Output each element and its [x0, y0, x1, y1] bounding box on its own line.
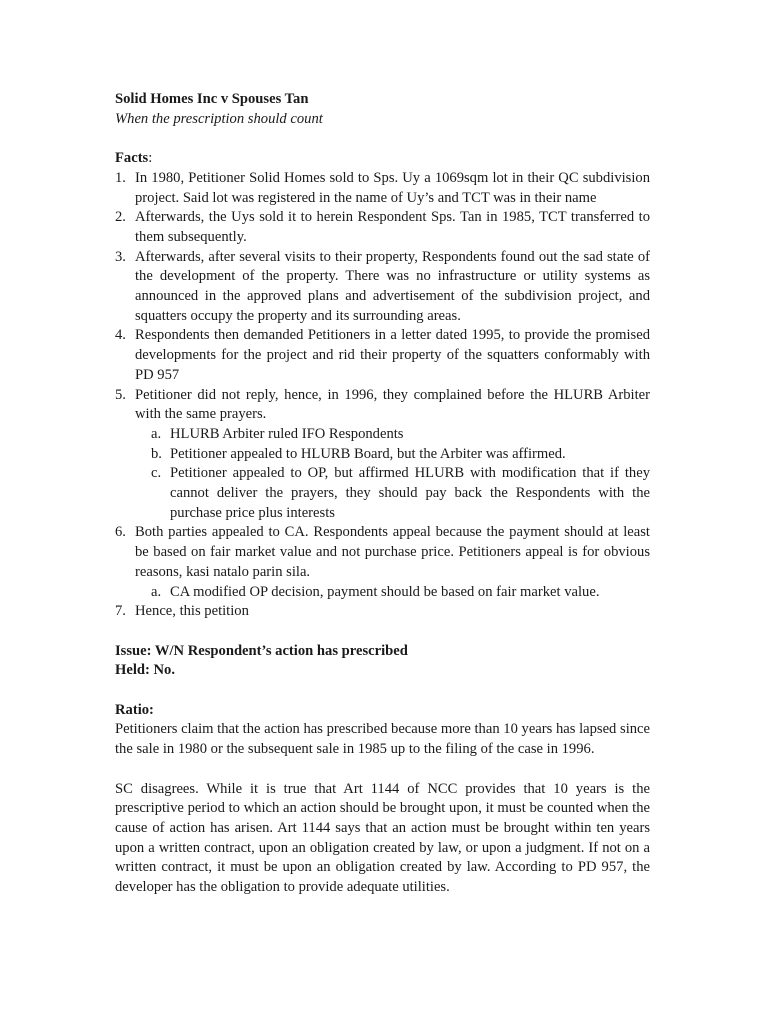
fact-number: 1. — [115, 169, 126, 186]
fact-text: Respondents then demanded Petitioners in a letter dated 1995, to provide the promised developments for the project and rid their property of the squatters conformably with PD 957 — [135, 327, 650, 383]
subitem-letter: a. — [151, 583, 162, 600]
fact-item — [115, 326, 650, 385]
fact-text: Hence, this petition — [135, 603, 249, 620]
subitem-text: Petitioner appealed to OP, but affirmed HLURB with modification that if they cannot deliver the prayers, they should pay back the Respondents with the purchase price plus interests — [170, 465, 650, 521]
held: Held: No. — [115, 662, 175, 679]
fact-text: Petitioner did not reply, hence, in 1996, they complained before the HLURB Arbiter with the same prayers. — [135, 386, 650, 423]
subitem-text: Petitioner appealed to HLURB Board, but the Arbiter was affirmed. — [170, 445, 566, 462]
fact-item — [115, 248, 650, 327]
fact-number: 5. — [115, 386, 126, 403]
facts-label: Facts — [115, 150, 149, 167]
document-page — [115, 90, 650, 898]
fact-number: 7. — [115, 603, 126, 620]
case-subtitle: When the prescription should count — [115, 110, 323, 127]
fact-number: 6. — [115, 524, 126, 541]
fact-text: Both parties appealed to CA. Respondents appeal because the payment should at least be based on fair market value and not purchase price. Petitioners appeal is for obvious reasons, kasi natalo parin sila. — [135, 524, 650, 580]
fact-item — [115, 523, 650, 602]
fact-subitem — [151, 464, 650, 523]
ratio-paragraph: SC disagrees. While it is true that Art 1144 of NCC provides that 10 years is the prescriptive period to which an action should be brought upon, it must be counted when the cause of action has arisen. Art 1144 says that an action must be brought within ten years upon a written contract, upon an obligation created by law, or upon a judgment. If not on a written contract, it must be upon an obligation created by law. According to PD 957, the developer has the obligation to provide adequate utilities. — [115, 780, 650, 896]
facts-heading: Facts: — [115, 150, 153, 167]
fact-number: 4. — [115, 327, 126, 344]
fact-subitem — [151, 445, 650, 465]
subitem-letter: b. — [151, 445, 162, 462]
subitem-letter: c. — [151, 465, 162, 482]
ratio-paragraph: Petitioners claim that the action has prescribed because more than 10 years has lapsed since the sale in 1980 or the subsequent sale in 1985 up to the filing of the case in 1996. — [115, 721, 650, 758]
subitem-text: CA modified OP decision, payment should be based on fair market value. — [170, 583, 600, 600]
subitem-letter: a. — [151, 425, 162, 442]
fact-subitem — [151, 583, 650, 603]
fact-item — [115, 602, 650, 622]
fact-item — [115, 386, 650, 524]
ratio-heading: Ratio: — [115, 701, 154, 718]
facts-list — [115, 169, 650, 622]
fact-text: Afterwards, the Uys sold it to herein Respondent Sps. Tan in 1985, TCT transferred to them subsequently. — [135, 209, 650, 245]
fact-number: 3. — [115, 248, 126, 265]
subitem-text: HLURB Arbiter ruled IFO Respondents — [170, 425, 404, 442]
fact-text: In 1980, Petitioner Solid Homes sold to Sps. Uy a 1069sqm lot in their QC subdivision project. Said lot was registered in the name of Uy’s and TCT was in their name — [135, 169, 650, 206]
case-title: Solid Homes Inc v Spouses Tan — [115, 91, 309, 107]
fact-text: Afterwards, after several visits to their property, Respondents found out the sad state of the development of the property. There was no infrastructure or utility systems as announced in the approved plans and advertisement of the subdivision project, and squatters occupy the property and its surrounding areas. — [135, 248, 650, 324]
fact-number: 2. — [115, 209, 126, 226]
fact-item — [115, 208, 650, 247]
issue: Issue: W/N Respondent’s action has prescribed — [115, 642, 408, 659]
fact-item — [115, 169, 650, 208]
fact-subitem — [151, 425, 650, 445]
